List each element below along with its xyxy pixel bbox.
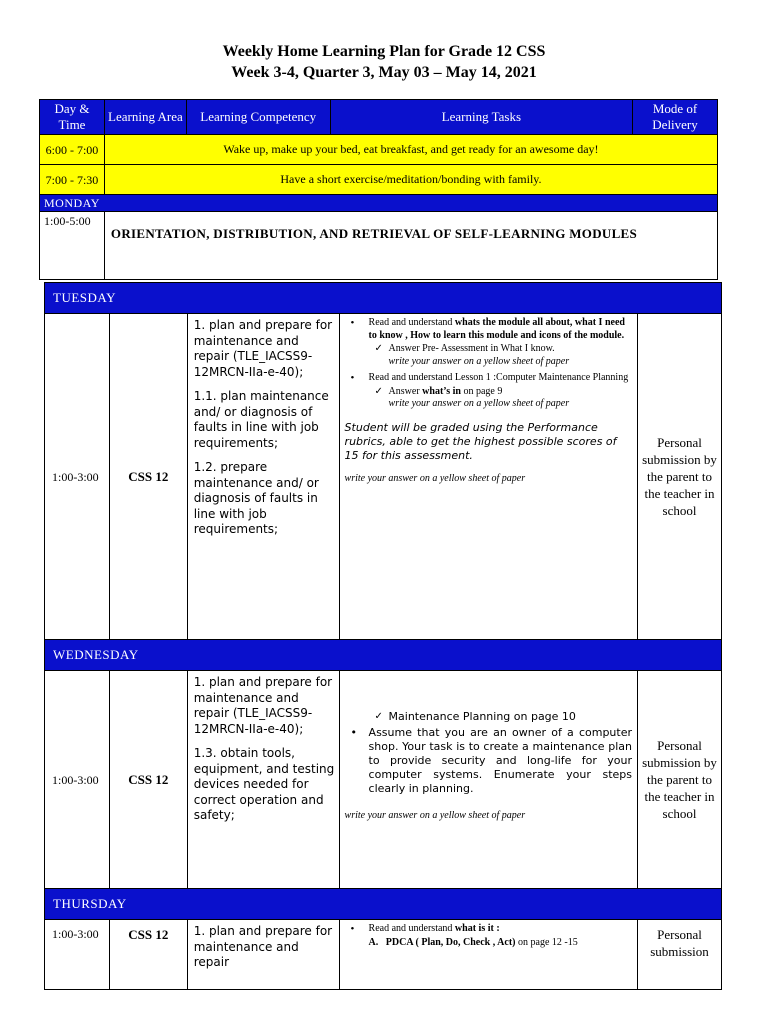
routine-activity: Have a short exercise/meditation/bonding with family. [104, 165, 717, 195]
wednesday-area: CSS 12 [109, 671, 187, 889]
task-letter: A. [368, 936, 379, 948]
task-text-bold: whats the module all about, what I need to know , How to learn this module and icons of the module. [368, 317, 625, 341]
tuesday-row [45, 314, 722, 640]
competency-item: 1.3. obtain tools, equipment, and testing devices needed for correct operation and safety; [193, 746, 335, 822]
task-note: write your answer on a yellow sheet of paper [388, 355, 570, 367]
routine-activity: Wake up, make up your bed, eat breakfast, and get ready for an awesome day! [104, 135, 717, 165]
wednesday-time: 1:00-3:00 [45, 671, 110, 889]
header-day-time: Day & Time [40, 100, 105, 135]
answer-note: write your answer on a yellow sheet of paper [344, 809, 526, 821]
header-mode-of-delivery: Mode of Delivery [633, 100, 718, 135]
schedule-table [39, 99, 718, 280]
header-row [40, 100, 718, 135]
thursday-competency [187, 920, 339, 990]
day-label-thursday: THURSDAY [45, 889, 722, 920]
thursday-time: 1:00-3:00 [45, 920, 110, 990]
task-subitem [345, 386, 632, 399]
routine-time: 7:00 - 7:30 [40, 165, 105, 195]
competency-item: 1. plan and prepare for maintenance and repair (TLE_IACSS9-12MRCN-IIa-e-40); [193, 675, 333, 736]
routine-row [40, 165, 718, 195]
task-text: on page 12 -15 [515, 936, 578, 948]
thursday-row [45, 920, 722, 990]
task-note: write your answer on a yellow sheet of paper [388, 398, 570, 409]
task-list [345, 372, 632, 385]
schedule-table-days [44, 282, 722, 990]
day-row-tuesday [45, 283, 722, 314]
task-list [345, 923, 632, 936]
day-label-tuesday: TUESDAY [45, 283, 722, 314]
competency-item: 1.1. plan maintenance and/ or diagnosis of faults in line with job requirements; [193, 389, 329, 450]
wednesday-competency [187, 671, 339, 889]
task-text: Answer [388, 385, 423, 397]
grading-note: Student will be graded using the Performance rubrics, able to get the highest possible scores of 15 for this assessment. [344, 420, 617, 462]
task-item [369, 317, 632, 342]
header-learning-area: Learning Area [104, 100, 186, 135]
task-subitem: ✓ Maintenance Planning on page 10 [345, 711, 632, 724]
plan-subtitle: Week 3-4, Quarter 3, May 03 – May 14, 2021 [231, 64, 537, 81]
day-label-monday: MONDAY [40, 195, 718, 212]
monday-row [40, 212, 718, 280]
task-text-bold: what’s in [422, 385, 461, 397]
task-subitem [345, 937, 632, 950]
task-item: • Assume that you are an owner of a computer shop. Your task is to create a maintenance plan to provide security and long-life for your computer systems. Enumerate your steps clearly in planning. [369, 726, 632, 796]
tuesday-area: CSS 12 [109, 314, 187, 640]
routine-row [40, 135, 718, 165]
monday-time: 1:00-5:00 [40, 212, 105, 280]
task-text: Read and understand [368, 923, 455, 934]
task-text: on page 9 [460, 385, 503, 397]
competency-item: 1. plan and prepare for maintenance and repair [193, 924, 333, 969]
day-row-monday [40, 195, 718, 212]
task-item [369, 923, 632, 936]
competency-item: 1. plan and prepare for maintenance and repair (TLE_IACSS9-12MRCN-IIa-e-40); [193, 318, 333, 379]
wednesday-mode: Personal submission by the parent to the teacher in school [638, 671, 722, 889]
day-row-wednesday [45, 640, 722, 671]
header-learning-tasks: Learning Tasks [330, 100, 632, 135]
answer-note: write your answer on a yellow sheet of paper [344, 472, 526, 484]
monday-activity: ORIENTATION, DISTRIBUTION, AND RETRIEVAL OF SELF-LEARNING MODULES [104, 212, 717, 280]
task-list [345, 317, 632, 342]
tuesday-competency [187, 314, 339, 640]
wednesday-tasks [339, 671, 637, 889]
tuesday-mode: Personal submission by the parent to the teacher in school [638, 314, 722, 640]
thursday-area: CSS 12 [109, 920, 187, 990]
tuesday-tasks [339, 314, 637, 640]
tuesday-time: 1:00-3:00 [45, 314, 110, 640]
competency-item: 1.2. prepare maintenance and/ or diagnosis of faults in line with job requirements; [193, 460, 319, 536]
thursday-tasks [339, 920, 637, 990]
plan-title: Weekly Home Learning Plan for Grade 12 CSS [222, 43, 546, 60]
wednesday-row [45, 671, 722, 889]
header-learning-competency: Learning Competency [186, 100, 330, 135]
task-text-bold: PDCA ( Plan, Do, Check , Act) [385, 936, 516, 948]
task-text: Read and understand [368, 317, 455, 328]
thursday-mode: Personal submission [638, 920, 722, 990]
task-list [345, 726, 632, 796]
task-text-bold: what is it : [454, 923, 500, 934]
day-label-wednesday: WEDNESDAY [45, 640, 722, 671]
routine-time: 6:00 - 7:00 [40, 135, 105, 165]
task-item: • Read and understand Lesson 1 :Computer Maintenance Planning [369, 372, 632, 385]
day-row-thursday [45, 889, 722, 920]
task-subitem: ✓ Answer Pre- Assessment in What I know. [345, 343, 632, 356]
